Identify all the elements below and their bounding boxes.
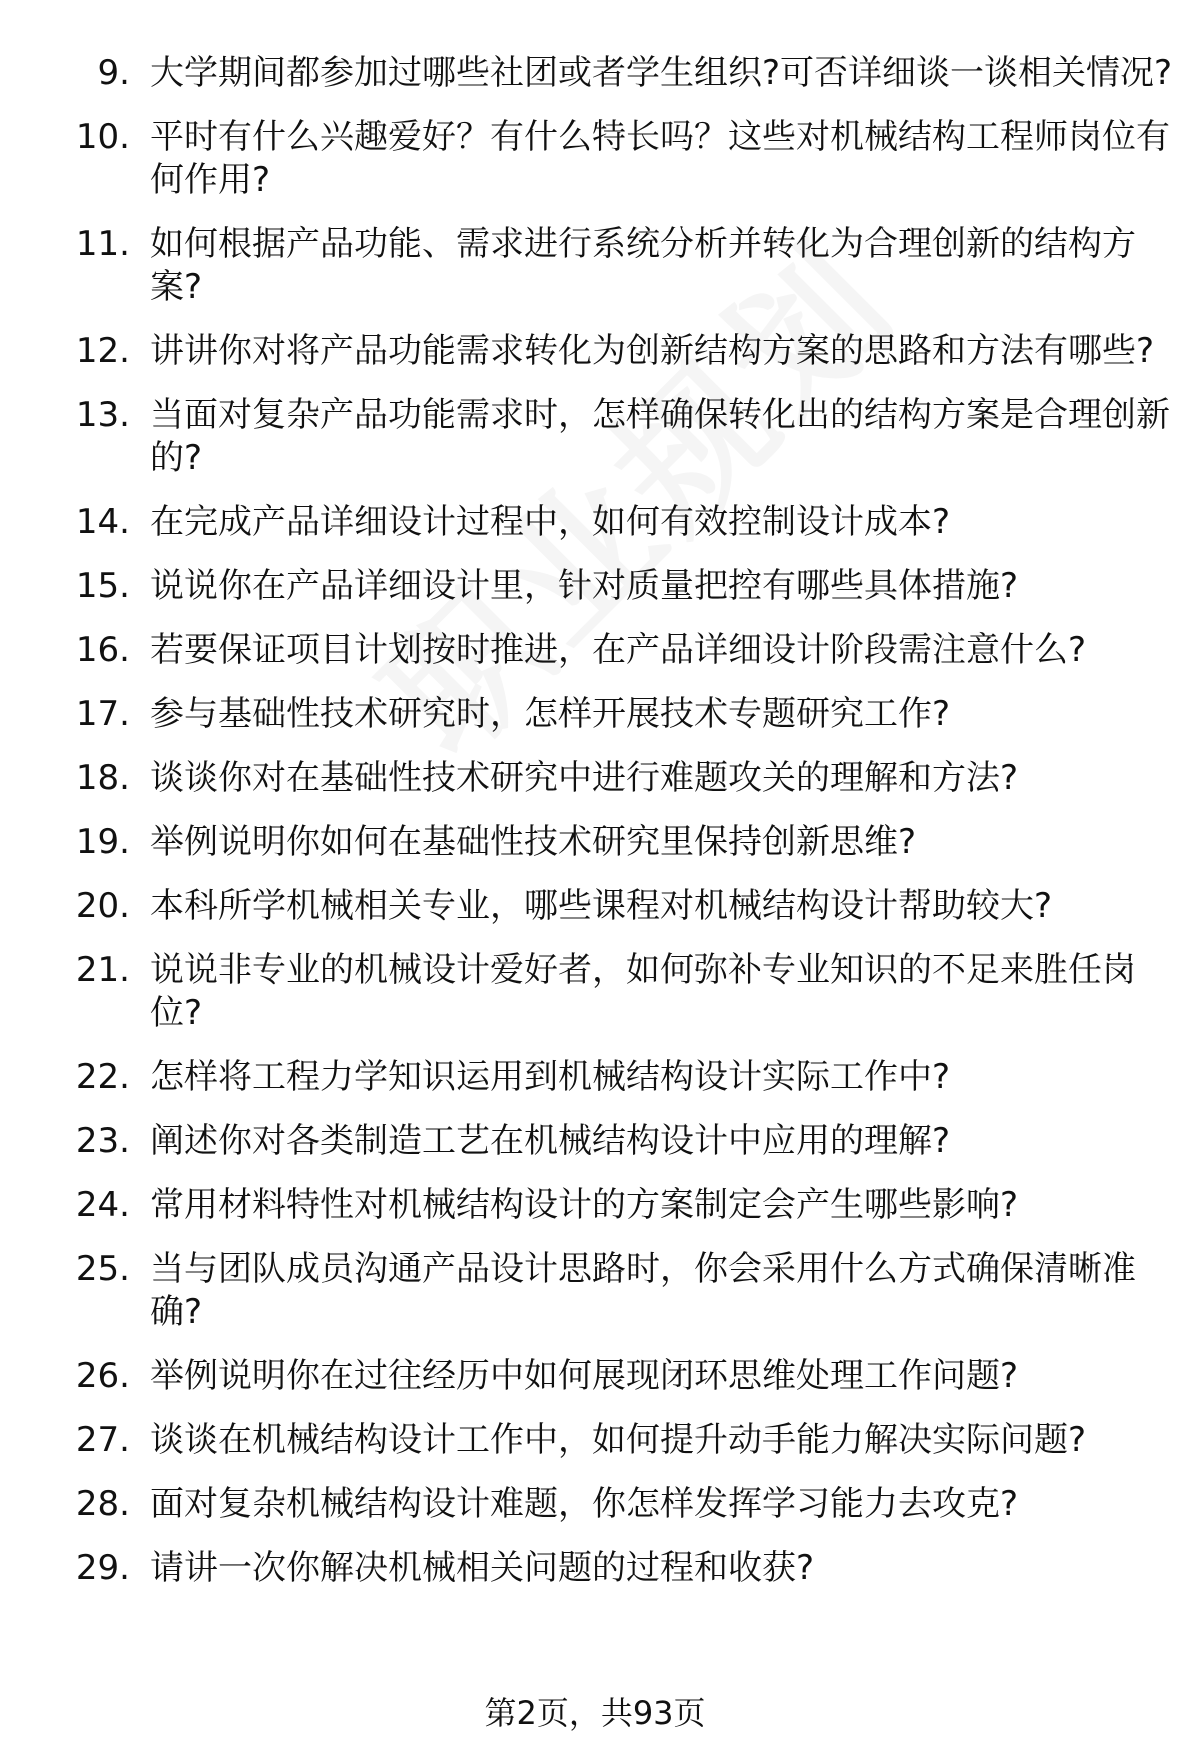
item-number: 18.: [75, 758, 130, 798]
list-item: [60, 885, 1180, 928]
item-text: 大学期间都参加过哪些社团或者学生组织?可否详细谈一谈相关情况?: [150, 53, 1173, 93]
item-number: 26.: [75, 1356, 130, 1396]
item-number: 16.: [75, 630, 130, 670]
item-number: 19.: [75, 822, 130, 862]
item-text: 参与基础性技术研究时，怎样开展技术专题研究工作?: [150, 694, 951, 734]
item-number: 27.: [75, 1420, 130, 1460]
list-item: [60, 330, 1180, 373]
item-number: 25.: [75, 1249, 130, 1289]
item-text: 讲讲你对将产品功能需求转化为创新结构方案的思路和方法有哪些?: [150, 331, 1155, 371]
item-text: 怎样将工程力学知识运用到机械结构设计实际工作中?: [150, 1057, 951, 1097]
item-number: 21.: [75, 950, 130, 990]
item-number: 24.: [75, 1185, 130, 1225]
page-number-footer: 第2页，共93页: [484, 1694, 706, 1732]
item-text: 说说非专业的机械设计爱好者，如何弥补专业知识的不足来胜任岗位?: [150, 950, 1136, 1033]
list-item: [60, 1184, 1180, 1227]
list-item: [60, 821, 1180, 864]
list-item: [60, 1483, 1180, 1526]
item-text: 举例说明你如何在基础性技术研究里保持创新思维?: [150, 822, 917, 862]
item-text: 举例说明你在过往经历中如何展现闭环思维处理工作问题?: [150, 1356, 1019, 1396]
list-item: [60, 1355, 1180, 1398]
list-item: [60, 949, 1180, 1035]
item-number: 29.: [75, 1548, 130, 1588]
item-number: 11.: [75, 224, 130, 264]
item-number: 9.: [97, 53, 130, 93]
list-item: [60, 757, 1180, 800]
item-text: 当面对复杂产品功能需求时，怎样确保转化出的结构方案是合理创新的?: [150, 395, 1170, 478]
item-number: 23.: [75, 1121, 130, 1161]
list-item: [60, 1419, 1180, 1462]
list-item: [60, 116, 1180, 202]
item-number: 17.: [75, 694, 130, 734]
item-text: 请讲一次你解决机械相关问题的过程和收获?: [150, 1548, 815, 1588]
item-text: 谈谈在机械结构设计工作中，如何提升动手能力解决实际问题?: [150, 1420, 1087, 1460]
list-item: [60, 1248, 1180, 1334]
list-item: [60, 1547, 1180, 1590]
item-number: 22.: [75, 1057, 130, 1097]
item-text: 平时有什么兴趣爱好？有什么特长吗？这些对机械结构工程师岗位有何作用?: [150, 117, 1170, 200]
item-text: 面对复杂机械结构设计难题，你怎样发挥学习能力去攻克?: [150, 1484, 1019, 1524]
list-item: [60, 565, 1180, 608]
list-item: [60, 501, 1180, 544]
list-item: [60, 223, 1180, 309]
item-number: 10.: [75, 117, 130, 157]
item-text: 谈谈你对在基础性技术研究中进行难题攻关的理解和方法?: [150, 758, 1019, 798]
item-number: 15.: [75, 566, 130, 606]
list-item: [60, 693, 1180, 736]
list-item: [60, 394, 1180, 480]
item-text: 若要保证项目计划按时推进，在产品详细设计阶段需注意什么?: [150, 630, 1087, 670]
question-list: [60, 52, 1180, 1611]
item-text: 在完成产品详细设计过程中，如何有效控制设计成本?: [150, 502, 951, 542]
item-text: 阐述你对各类制造工艺在机械结构设计中应用的理解?: [150, 1121, 951, 1161]
item-number: 12.: [75, 331, 130, 371]
item-text: 本科所学机械相关专业，哪些课程对机械结构设计帮助较大?: [150, 886, 1053, 926]
list-item: [60, 52, 1180, 95]
item-text: 常用材料特性对机械结构设计的方案制定会产生哪些影响?: [150, 1185, 1019, 1225]
item-text: 如何根据产品功能、需求进行系统分析并转化为合理创新的结构方案?: [150, 224, 1136, 307]
list-item: [60, 1120, 1180, 1163]
list-item: [60, 629, 1180, 672]
item-text: 说说你在产品详细设计里，针对质量把控有哪些具体措施?: [150, 566, 1019, 606]
item-number: 13.: [75, 395, 130, 435]
item-number: 28.: [75, 1484, 130, 1524]
item-text: 当与团队成员沟通产品设计思路时，你会采用什么方式确保清晰准确?: [150, 1249, 1136, 1332]
item-number: 20.: [75, 886, 130, 926]
item-number: 14.: [75, 502, 130, 542]
list-item: [60, 1056, 1180, 1099]
